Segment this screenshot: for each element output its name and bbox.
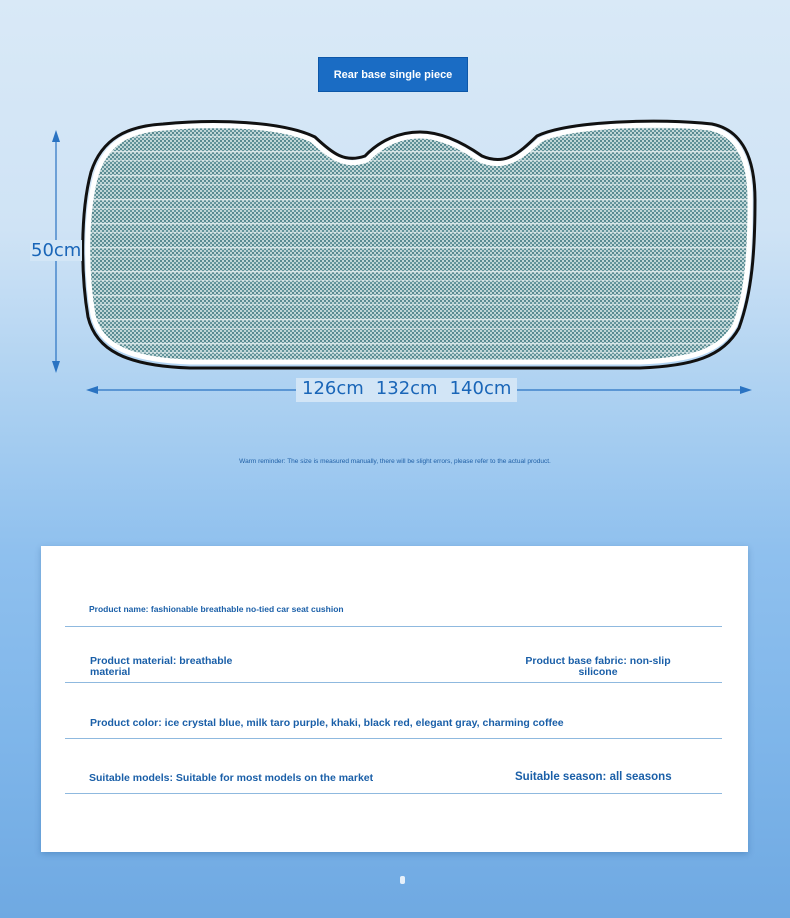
- decorative-dot: [400, 876, 405, 884]
- width-labels: [296, 378, 517, 402]
- spec-product-name: Product name: fashionable breathable no-tied car seat cushion: [89, 604, 344, 614]
- spec-base-fabric: Product base fabric: non-slip silicone: [525, 655, 671, 678]
- width-label-large: 140cm: [449, 378, 512, 399]
- spec-material: Product material: breathable material: [90, 655, 233, 678]
- section-title-badge: Rear base single piece: [318, 57, 468, 92]
- spec-divider: [65, 738, 722, 739]
- width-label-small: 126cm: [302, 378, 364, 399]
- cushion-diagram: [0, 0, 790, 420]
- height-arrow-bottom: [52, 361, 60, 373]
- width-label-medium: 132cm: [375, 378, 438, 399]
- cushion-illustration: [0, 0, 790, 420]
- spec-models: Suitable models: Suitable for most models on the market: [89, 772, 374, 784]
- warm-reminder: Warm reminder: The size is measured manually, there will be slight errors, please refer to the actual product.: [239, 458, 551, 465]
- spec-card: [41, 546, 748, 852]
- width-arrow-left: [86, 386, 98, 394]
- spec-divider: [65, 793, 722, 794]
- height-label: 50cm: [31, 240, 82, 261]
- height-arrow-top: [52, 130, 60, 142]
- spec-color: Product color: ice crystal blue, milk taro purple, khaki, black red, elegant gray, charming coffee: [90, 717, 564, 729]
- spec-divider: [65, 682, 722, 683]
- spec-season: Suitable season: all seasons: [515, 771, 672, 783]
- width-arrow-right: [740, 386, 752, 394]
- spec-divider: [65, 626, 722, 627]
